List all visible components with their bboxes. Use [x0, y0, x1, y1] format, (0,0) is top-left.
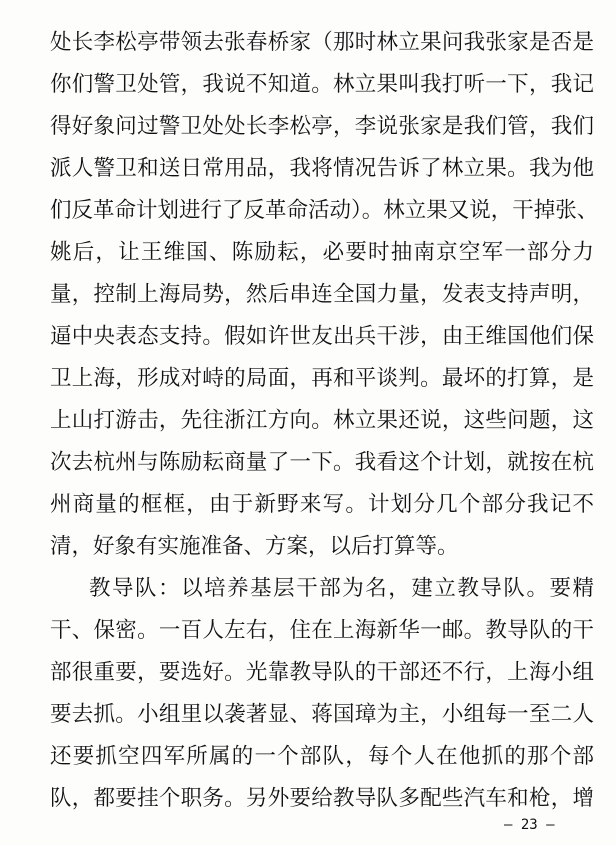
- page-number: — 23 —: [504, 817, 555, 833]
- text-line: 教导队：以培养基层干部为名，建立教导队。要精: [89, 576, 594, 601]
- text-line: 还要抓空四军所属的一个部队，每个人在他抓的那个部: [50, 744, 594, 769]
- text-line: 量，控制上海局势，然后串连全国力量，发表支持声明，: [50, 282, 594, 307]
- text-line: 派人警卫和送日常用品，我将情况告诉了林立果。我为他: [50, 156, 594, 181]
- text-line: 上山打游击，先往浙江方向。林立果还说，这些问题，这: [50, 408, 594, 433]
- text-line: 要去抓。小组里以袭著显、蒋国璋为主，小组每一至二人: [50, 702, 594, 727]
- text-line: 清，好象有实施准备、方案，以后打算等。: [50, 534, 459, 559]
- text-line: 队，都要挂个职务。另外要给教导队多配些汽车和枪，增: [50, 786, 594, 811]
- text-line: 你们警卫处管，我说不知道。林立果叫我打听一下，我记: [50, 72, 594, 97]
- text-line: 们反革命计划进行了反革命活动）。林立果又说，干掉张、: [50, 198, 599, 223]
- text-line: 姚后，让王维国、陈励耘，必要时抽南京空军一部分力: [50, 240, 594, 265]
- text-line: 卫上海，形成对峙的局面，再和平谈判。最坏的打算，是: [50, 366, 594, 391]
- text-line: 州商量的框框，由于新野来写。计划分几个部分我记不: [50, 492, 594, 517]
- text-line: 处长李松亭带领去张春桥家（那时林立果问我张家是否是: [50, 30, 594, 55]
- text-line: 干、保密。一百人左右，住在上海新华一邮。教导队的干: [50, 618, 594, 643]
- text-line: 逼中央表态支持。假如许世友出兵干涉，由王维国他们保: [50, 324, 594, 349]
- text-line: 得好象问过警卫处处长李松亭，李说张家是我们管，我们: [50, 114, 594, 139]
- text-line: 次去杭州与陈励耘商量了一下。我看这个计划，就按在杭: [50, 450, 594, 475]
- text-line: 部很重要，要选好。光靠教导队的干部还不行，上海小组: [50, 660, 594, 685]
